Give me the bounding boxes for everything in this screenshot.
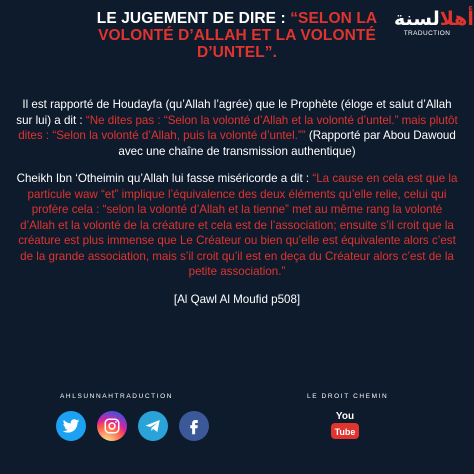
logo	[394, 8, 474, 44]
main-content	[14, 97, 460, 319]
svg-text:Tube: Tube	[334, 427, 356, 437]
telegram-plane	[144, 417, 162, 435]
facebook-f	[185, 417, 203, 435]
paragraph-hadith	[14, 97, 460, 159]
paragraph-commentary	[14, 171, 460, 280]
logo-subtitle: TRADUCTION	[403, 30, 451, 37]
logo-arabic-word-1: أهل	[439, 8, 474, 30]
youtube-icon[interactable]	[327, 407, 363, 447]
twitter-icon[interactable]	[56, 411, 86, 441]
youtube-logo	[327, 407, 363, 447]
instagram-icon[interactable]	[97, 411, 127, 441]
facebook-icon[interactable]	[179, 411, 209, 441]
header	[0, 0, 474, 86]
telegram-icon[interactable]	[138, 411, 168, 441]
logo-arabic-word-2: السنة	[394, 8, 440, 30]
page-title	[87, 10, 387, 86]
hadith-quote: “Ne dites pas : “Selon la volonté d’Allah et la volonté d’untel.” mais plutôt dites : “Selon la volonté d’Allah, puis la volonté d’untel.””	[18, 113, 458, 142]
hadith-intro: Il est rapporté de Houdayfa (qu’Allah l’agrée) que le Prophète (éloge et salut d’Allah sur lui) a dit :	[16, 98, 452, 127]
social-icons	[56, 411, 209, 441]
instagram-glyph	[103, 417, 121, 435]
twitter-bird	[62, 417, 80, 435]
svg-text:You: You	[335, 411, 355, 422]
title-red: “SELON LA VOLONTÉ D’ALLAH ET LA VOLONTÉ D’UNTEL”.	[98, 10, 378, 61]
title-white: LE JUGEMENT DE DIRE :	[96, 10, 291, 27]
logo-arabic	[394, 8, 474, 30]
social-handle: AHLSUNNAHTRADUCTION	[60, 393, 174, 400]
source-reference: [Al Qawl Al Moufid p508]	[173, 292, 301, 306]
youtube-handle: LE DROIT CHEMIN	[307, 393, 389, 400]
commentary-quote: “La cause en cela est que la particule waw “et” implique l’équivalence des deux éléments qu’elle relie, celui qui profère cela : “selon la volonté d’Allah et la tienne” met au même rang la volonté d’Allah et la volonté de la créature et cela est de l’association; ensuite s’il croit que la créature est plus immense que Le Créateur ou bien qu’elle est équivalente alors c’est de la grande association, mais s’il croit qu’il est en deça du Créateur alors c’est de la petite association.”	[18, 172, 458, 278]
commentary-intro: Cheikh Ibn ‘Otheimin qu’Allah lui fasse miséricorde a dit :	[16, 172, 313, 185]
footer	[0, 393, 474, 474]
hadith-reference: (Rapporté par Abou Dawoud avec une chaîne de transmission authentique)	[118, 129, 456, 158]
